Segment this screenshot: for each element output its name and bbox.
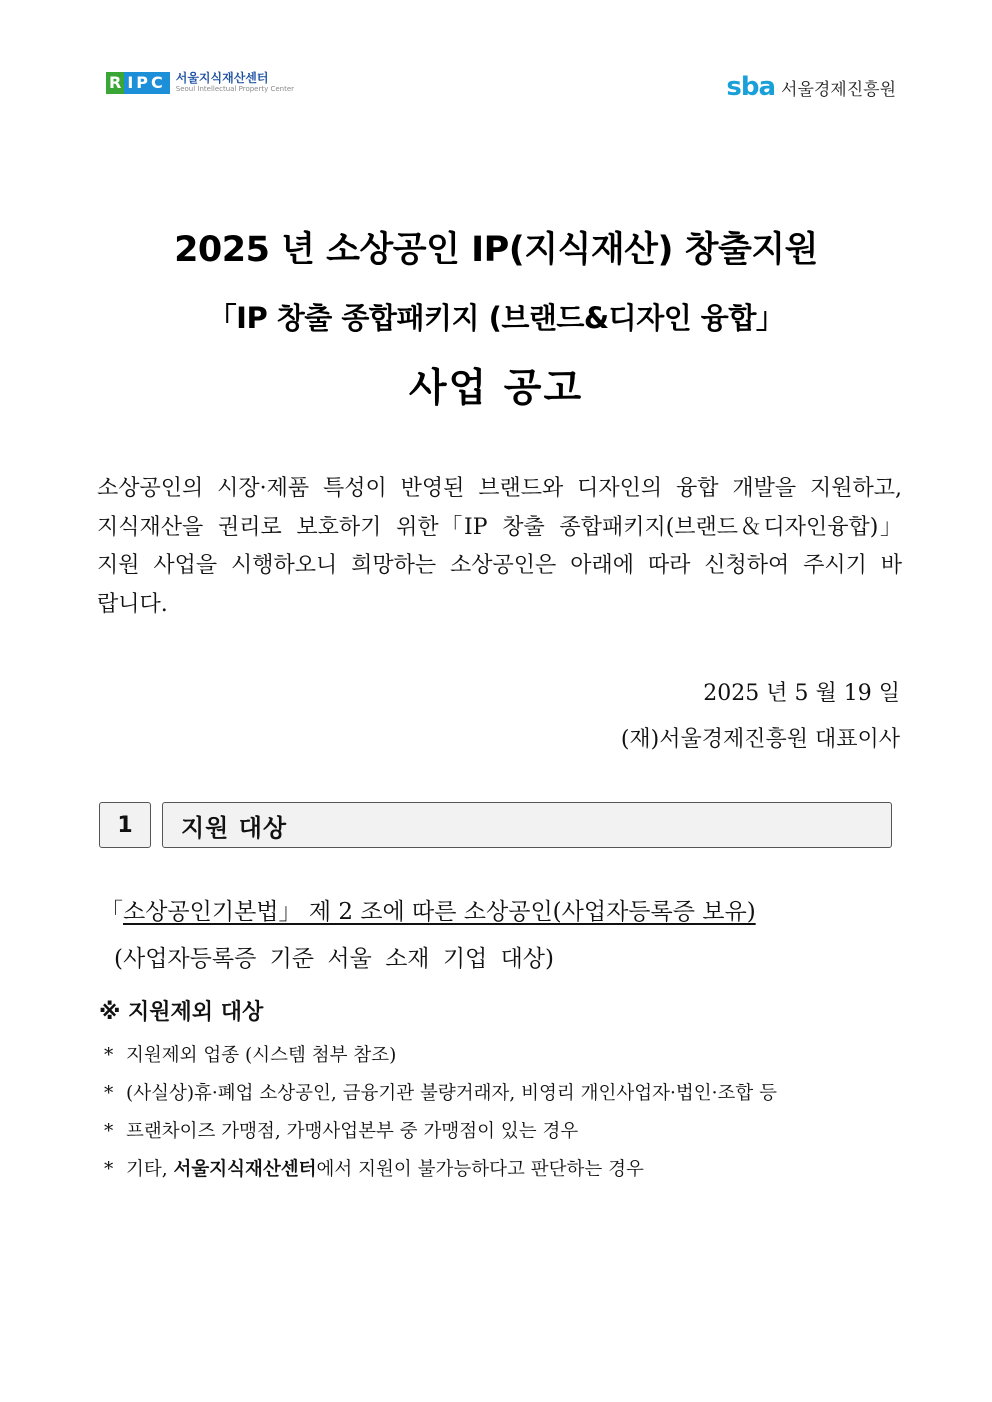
exclusion-text: 지원제외 업종 (시스템 첨부 참조) (126, 1045, 397, 1066)
eligibility-note: (사업자등록증 기준 서울 소재 기업 대상) (114, 946, 554, 972)
list-item (104, 1037, 904, 1075)
ripc-mark-icon (106, 72, 170, 94)
ripc-name: 서울지식재산센터 (175, 71, 269, 85)
bullet-mark: * (104, 1045, 114, 1066)
eligibility-underlined: 소상공인기본법」 제 2 조에 따른 소상공인(사업자등록증 보유) (123, 899, 756, 925)
exclusion-list (104, 1037, 904, 1189)
exclusion-prefix: 기타, (126, 1159, 174, 1180)
eligibility-line (100, 893, 756, 926)
exclusion-heading: ※ 지원제외 대상 (99, 1000, 264, 1025)
exclusion-text: (사실상)휴·폐업 소상공인, 금융기관 불량거래자, 비영리 개인사업자·법인·조합 등 (126, 1083, 777, 1104)
bullet-mark: * (104, 1159, 114, 1180)
organization-signature: (재)서울경제진흥원 대표이사 (620, 727, 900, 752)
eligibility-prefix: 「 (100, 899, 123, 925)
announcement-date: 2025 년 5 월 19 일 (703, 681, 900, 706)
list-item (104, 1075, 904, 1113)
list-item (104, 1113, 904, 1151)
bullet-mark: * (104, 1083, 114, 1104)
ripc-logo (106, 72, 294, 94)
exclusion-text: 프랜차이즈 가맹점, 가맹사업본부 중 가맹점이 있는 경우 (126, 1121, 579, 1142)
exclusion-suffix: 에서 지원이 불가능하다고 판단하는 경우 (316, 1159, 644, 1180)
title-line-2: 「IP 창출 종합패키지 (브랜드&디자인 융합」 (207, 301, 785, 335)
list-item (104, 1151, 904, 1189)
exclusion-bold-org: 서울지식재산센터 (173, 1159, 317, 1180)
ripc-mark-rest: IPC (124, 72, 169, 94)
title-line-1: 2025 년 소상공인 IP(지식재산) 창출지원 (174, 230, 818, 270)
bullet-mark: * (104, 1121, 114, 1142)
sba-name: 서울경제진흥원 (781, 79, 896, 100)
sba-logo (726, 74, 896, 100)
title-line-3: 사업 공고 (408, 366, 584, 411)
section-title: 지원 대상 (162, 802, 892, 848)
intro-paragraph: 소상공인의 시장·제품 특성이 반영된 브랜드와 디자인의 융합 개발을 지원하고, 지식재산을 권리로 보호하기 위한「IP 창출 종합패키지(브랜드＆디자인융합)」지원 사업을 시행하오니 희망하는 소상공인은 아래에 따라 신청하여 주시기 바랍니다. (97, 476, 902, 617)
sba-mark-icon: sba (726, 72, 776, 102)
section-number: 1 (99, 802, 151, 848)
ripc-mark-r: R (106, 72, 124, 94)
ripc-subtitle: Seoul Intellectual Property Center (175, 85, 295, 93)
